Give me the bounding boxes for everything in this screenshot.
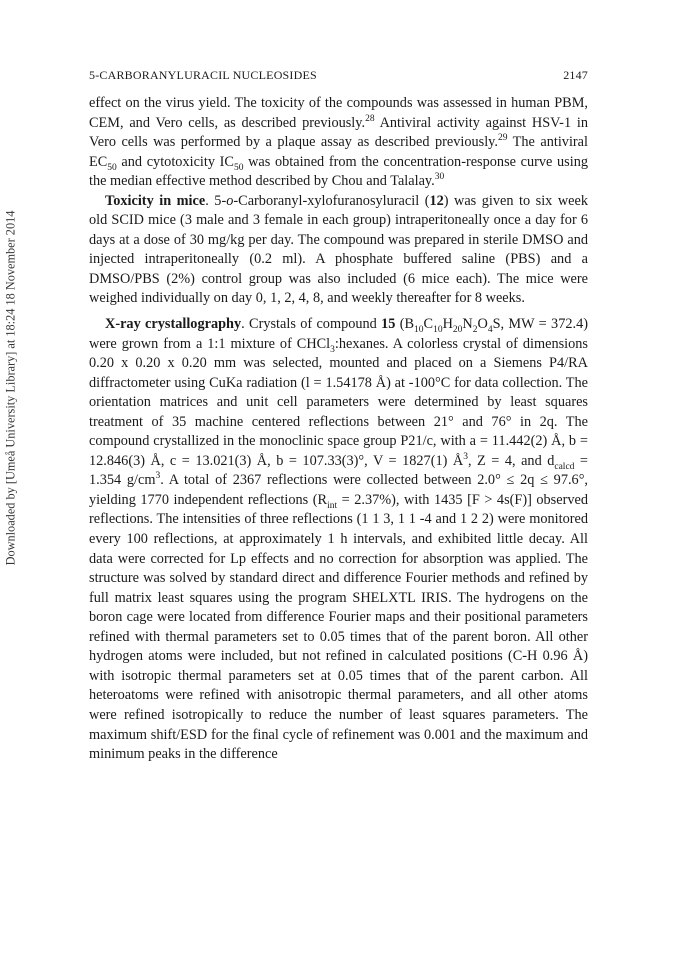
superscript-3: 3 <box>155 471 161 482</box>
formula-subscript: 10 <box>414 324 424 335</box>
formula-subscript: 3 <box>330 344 335 355</box>
text-run: Antiviral activity against HSV-1 in Vero cells was performed by a plaque assay as described previously. <box>89 114 588 151</box>
text-run: . A total of 2367 reflections were collected between 2.0° <box>160 472 507 489</box>
subscript-50: 50 <box>233 162 244 173</box>
paragraph-methods-antiviral <box>89 94 588 192</box>
reference-28: 28 <box>365 113 375 124</box>
text-run: , Z = 4, and d <box>467 452 555 469</box>
text-run: :hexanes. A colorless crystal of dimensions 0.20 x 0.20 x 0.20 mm was selected, mounted and placed on a Siemens P4/RA diffractometer using CuKa radiation (l = 1.54178 Å) at -100°C for data collection. The orientation matrices and unit cell parameters were determined by least squares treatment of 35 machine centered reflections between 21° and 76° in 2q. The compound crystallized in the monoclinic space group P21/c, with a = 11.442(2) Å, b = 12.846(3) Å, c = 13.021(3) Å, b = 107.33(3)°, V = 1827(1) Å <box>89 335 588 469</box>
subscript-50: 50 <box>107 162 117 173</box>
running-title: 5-CARBORANYLURACIL NUCLEOSIDES <box>89 68 317 82</box>
compound-number: 15 <box>381 316 396 333</box>
page-number: 2147 <box>563 68 588 82</box>
compound-number: 12 <box>429 192 444 209</box>
formula-subscript: 4 <box>487 324 493 335</box>
italic-o: o <box>226 192 234 209</box>
text-run: 2q <box>514 472 541 489</box>
formula-part: O <box>477 316 488 333</box>
text-run: ) was given to six week old SCID mice (3 male and 3 female in each group) intraperitoneally once a day for 6 days at a dose of 30 mg/kg per day. The compound was prepared in sterile DMSO and injected intraperitoneally (0.2 ml). A phosphate buffered saline (PBS) and a DMSO/PBS (2%) control group was also included (6 mice each). The mice were weighed individually on day 0, 1, 2, 4, 8, and weekly thereafter for 8 weeks. <box>89 192 588 307</box>
text-run: = 1.354 g/cm <box>89 452 588 489</box>
section-heading-toxicity: Toxicity in mice <box>105 192 206 209</box>
running-head <box>89 68 588 84</box>
text-run: = 2.37%), with 1435 [F > 4s(F)] observed reflections. The intensities of three reflections (1 1 3, 1 1 -4 and 1 2 2) were monitored every 100 reflections, at approximately 1 h intervals, and exhibited little decay. All data were corrected for Lp effects and no correction for absorption was applied. The structure was solved by standard direct and difference Fourier methods and refined by full matrix least squares using the program SHELXTL IRIS. The hydrogens on the boron cage were located from difference Fourier maps and their positional parameters refined with thermal parameters set to 0.05 times that of the parent boron. All other hydrogen atoms were included, but not refined in calculated positions (C-H 0.96 Å) with isotropic thermal parameters set at 0.05 times that of the parent carbon. All heteroatoms were refined with anisotropic thermal parameters, and all other atoms were refined isotropically to reduce the number of least squares parameters. The maximum shift/ESD for the final cycle of refinement was 0.001 and the maximum and minimum peaks in the difference <box>89 491 588 763</box>
subscript-calcd: calcd <box>554 461 575 472</box>
paragraph-xray-crystallography <box>89 315 588 765</box>
superscript-3: 3 <box>463 452 468 463</box>
text-run: . Crystals of compound <box>241 316 382 333</box>
reference-29: 29 <box>497 133 508 144</box>
formula-part: (B <box>395 316 415 333</box>
text-run: effect on the virus yield. The toxicity of the compounds was assessed in human PBM, CEM, and Vero cells, as described previously. <box>89 95 588 131</box>
formula-subscript: 20 <box>452 324 463 335</box>
text-run: The antiviral EC <box>89 134 588 170</box>
text-run: . 5- <box>205 192 227 209</box>
formula-subscript: 2 <box>472 324 478 335</box>
paragraph-toxicity-in-mice <box>89 192 588 309</box>
formula-part: C <box>423 316 434 333</box>
subscript-int: int <box>327 500 338 511</box>
formula-part: N <box>462 316 473 333</box>
text-run: and cytotoxicity IC <box>116 153 234 170</box>
leq-symbol: ≤ <box>506 472 515 489</box>
formula-subscript: 10 <box>433 324 443 335</box>
download-watermark <box>0 0 22 960</box>
reference-30: 30 <box>434 172 445 183</box>
body-text <box>89 94 588 765</box>
section-heading-xray: X-ray crystallography <box>105 316 242 333</box>
text-run: was obtained from the concentration-response curve using the median effective method described by Chou and Talalay. <box>89 153 588 190</box>
leq-symbol: ≤ <box>540 472 548 489</box>
formula-part: H <box>442 316 453 333</box>
download-watermark-text: Downloaded by [Umeå University Library] at 18:24 18 November 2014 <box>3 210 18 566</box>
text-run: 97.6°, yielding 1770 independent reflections (R <box>89 472 588 508</box>
text-run: -Carboranyl-xylofuranosyluracil ( <box>233 192 430 209</box>
text-run: S, MW = 372.4) were grown from a 1:1 mixture of CHCl <box>89 316 588 352</box>
